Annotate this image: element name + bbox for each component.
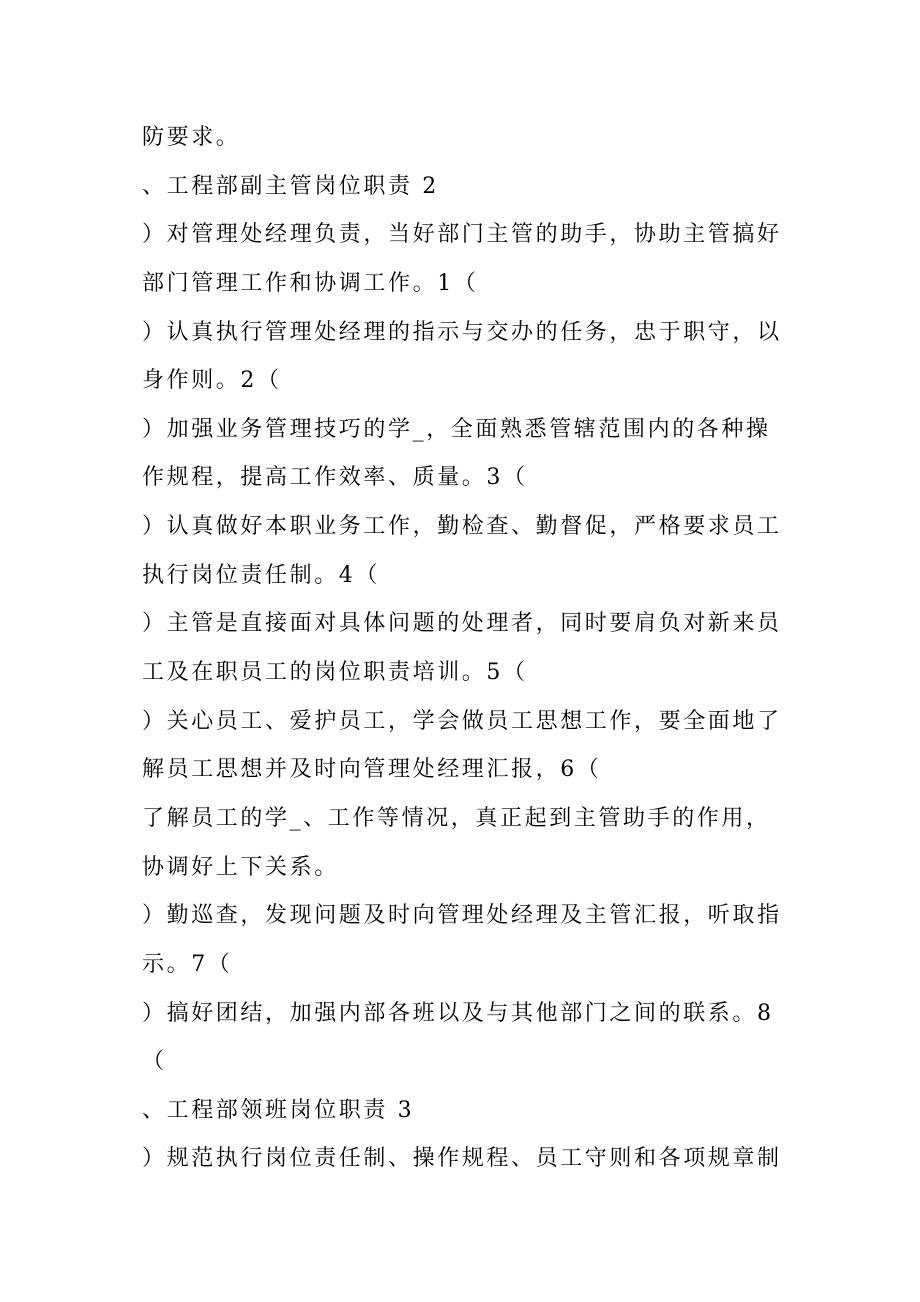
text-line: 身作则。2（: [142, 368, 282, 394]
text-line: ）主管是直接面对具体问题的处理者，同时要肩负对新来员: [142, 611, 782, 637]
text-line: 部门管理工作和协调工作。1（: [142, 270, 479, 296]
section-heading: 、工程部副主管岗位职责 2: [142, 173, 439, 199]
text-line: ）认真执行管理处经理的指示与交办的任务，忠于职守，以: [142, 319, 782, 345]
text-line: 作规程，提高工作效率、质量。3（: [142, 465, 528, 491]
document-body: [142, 114, 787, 1184]
text-line: 解员工思想并及时向管理处经理汇报，6（: [142, 757, 602, 783]
text-line: ）搞好团结，加强内部各班以及与其他部门之间的联系。8: [142, 1000, 774, 1026]
text-line: 工及在职员工的岗位职责培训。5（: [142, 660, 528, 686]
section-heading: 、工程部领班岗位职责 3: [142, 1097, 415, 1123]
text-line: 了解员工的学_、工作等情况，真正起到主管助手的作用，: [142, 805, 771, 831]
text-line: ）对管理处经理负责，当好部门主管的助手，协助主管搞好: [142, 222, 782, 248]
text-line: （: [142, 1049, 167, 1075]
text-line: 执行岗位责任制。4（: [142, 562, 380, 588]
text-line: 防要求。: [142, 125, 241, 150]
text-line: ）认真做好本职业务工作，勤检查、勤督促，严格要求员工: [142, 514, 782, 540]
text-line: 协调好上下关系。: [142, 854, 339, 880]
text-line: 示。7（: [142, 951, 233, 977]
text-line: ）规范执行岗位责任制、操作规程、员工守则和各项规章制: [142, 1146, 782, 1172]
text-line: ）关心员工、爱护员工，学会做员工思想工作，要全面地了: [142, 708, 782, 734]
text-line: ）勤巡查，发现问题及时向管理处经理及主管汇报，听取指: [142, 903, 782, 929]
text-line: ）加强业务管理技巧的学_，全面熟悉管辖范围内的各种操: [142, 416, 771, 442]
